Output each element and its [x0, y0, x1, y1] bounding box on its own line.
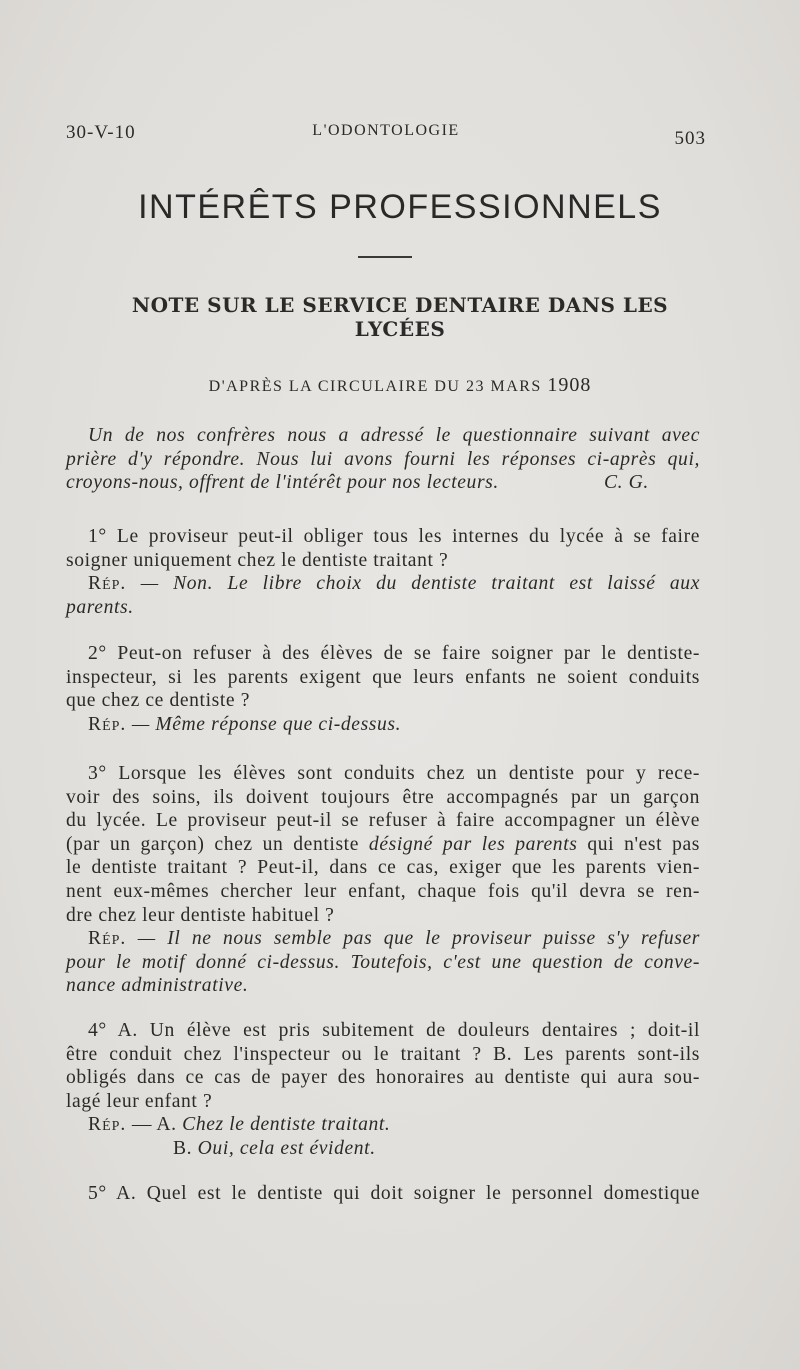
running-head [66, 122, 706, 148]
subtitle-year: 1908 [547, 374, 592, 396]
q3-line-4-emphasis: désigné par les parents [368, 833, 578, 855]
question-1 [66, 525, 700, 619]
question-3 [66, 762, 700, 998]
q4-line-2: être conduit chez l'inspecteur ou le traitant ? B. Les parents sont-ils [66, 1043, 700, 1065]
q1-line-1: 1° Le proviseur peut-il obliger tous les internes du lycée à se faire [88, 526, 700, 547]
article-title-line-1: NOTE SUR LE SERVICE DENTAIRE DANS LES [131, 293, 669, 317]
page-number: 503 [674, 128, 706, 149]
q3-line-5: le dentiste traitant ? Peut-il, dans ce cas, exiger que les parents vien- [66, 857, 700, 879]
question-5 [66, 1182, 700, 1206]
q4-answer-a-label: — A. [131, 1114, 177, 1136]
q3-answer-text: — Il ne nous semble pas que le proviseur puisse s'y refuser [137, 928, 701, 950]
intro-line-3-text: croyons-nous, offrent de l'intérêt pour nos lecteurs. [66, 472, 499, 494]
intro-line-2: prière d'y répondre. Nous lui avons fourni les réponses ci-après qui, [66, 448, 700, 470]
subtitle-text: D'APRÈS LA CIRCULAIRE DU 23 MARS [208, 378, 548, 395]
q4-answer-label: Rép. [88, 1114, 127, 1136]
q3-line-3: du lycée. Le proviseur peut-il se refuser à faire accompagner un élève [66, 810, 700, 832]
title-rule [358, 256, 412, 258]
q5-line-1: 5° A. Quel est le dentiste qui doit soigner le personnel domestique [88, 1183, 700, 1204]
q3-answer-line-1 [66, 927, 700, 951]
q4-line-1: 4° A. Un élève est pris subitement de douleurs dentaires ; doit-il [88, 1020, 700, 1041]
q3-answer-line-3: nance administrative. [66, 975, 249, 997]
q4-answer-a [66, 1113, 700, 1137]
q3-line-2: voir des soins, ils doivent toujours être accompagnés par un garçon [66, 786, 700, 808]
intro-line-3 [66, 471, 700, 495]
section-title: INTÉRÊTS PROFESSIONNELS [138, 188, 662, 226]
q4-answer-a-text: Chez le dentiste traitant. [182, 1114, 391, 1136]
question-4 [66, 1019, 700, 1161]
q4-line-3: obligés dans ce cas de payer des honoraires au dentiste qui aura sou- [66, 1067, 700, 1089]
q3-answer-line-2: pour le motif donné ci-dessus. Toutefois, c'est une question de conve- [66, 951, 700, 973]
question-2 [66, 642, 700, 736]
q2-answer-line-1 [66, 713, 700, 737]
q3-line-7: dre chez leur dentiste habituel ? [66, 904, 335, 926]
q1-answer-line-1 [66, 572, 700, 596]
q4-answer-b-text: Oui, cela est évident. [197, 1137, 376, 1159]
q2-line-1: 2° Peut-on refuser à des élèves de se faire soigner par le dentiste- [88, 643, 700, 664]
article-title [80, 293, 720, 341]
q3-answer-label: Rép. [88, 928, 127, 950]
q4-answer-b-label: B. [173, 1137, 193, 1159]
q2-line-2: inspecteur, si les parents exigent que leurs enfants ne soient conduits [66, 666, 700, 688]
q3-line-1: 3° Lorsque les élèves sont conduits chez un dentiste pour y rece- [88, 763, 700, 784]
q2-line-3: que chez ce dentiste ? [66, 690, 251, 712]
q2-answer-text: — Même réponse que ci-dessus. [131, 713, 402, 735]
q1-answer-line-2: parents. [66, 596, 134, 618]
q4-answer-b [66, 1137, 700, 1161]
q3-line-4 [66, 833, 700, 857]
q2-answer-label: Rép. [88, 713, 127, 735]
q3-line-4-end: qui n'est pas [577, 833, 700, 855]
q1-answer-label: Rép. [88, 573, 127, 595]
running-head-date: 30-V-10 [66, 122, 136, 143]
article-title-line-2: LYCÉES [354, 317, 446, 341]
running-head-journal: L'ODONTOLOGIE [312, 122, 460, 139]
q1-answer-text: — Non. Le libre choix du dentiste traitant est laissé aux [140, 573, 700, 595]
intro-signature: C. G. [604, 472, 649, 494]
q3-line-6: nent eux-mêmes chercher leur enfant, chaque fois qu'il devra se ren- [66, 880, 700, 902]
intro-line-1: Un de nos confrères nous a adressé le questionnaire suivant avec [88, 425, 700, 446]
q1-line-2: soigner uniquement chez le dentiste traitant ? [66, 549, 449, 571]
article-subtitle [0, 374, 800, 397]
q3-line-4-start: (par un garçon) chez un dentiste [66, 833, 369, 855]
q4-line-4: lagé leur enfant ? [66, 1090, 213, 1112]
intro-paragraph [66, 424, 700, 495]
